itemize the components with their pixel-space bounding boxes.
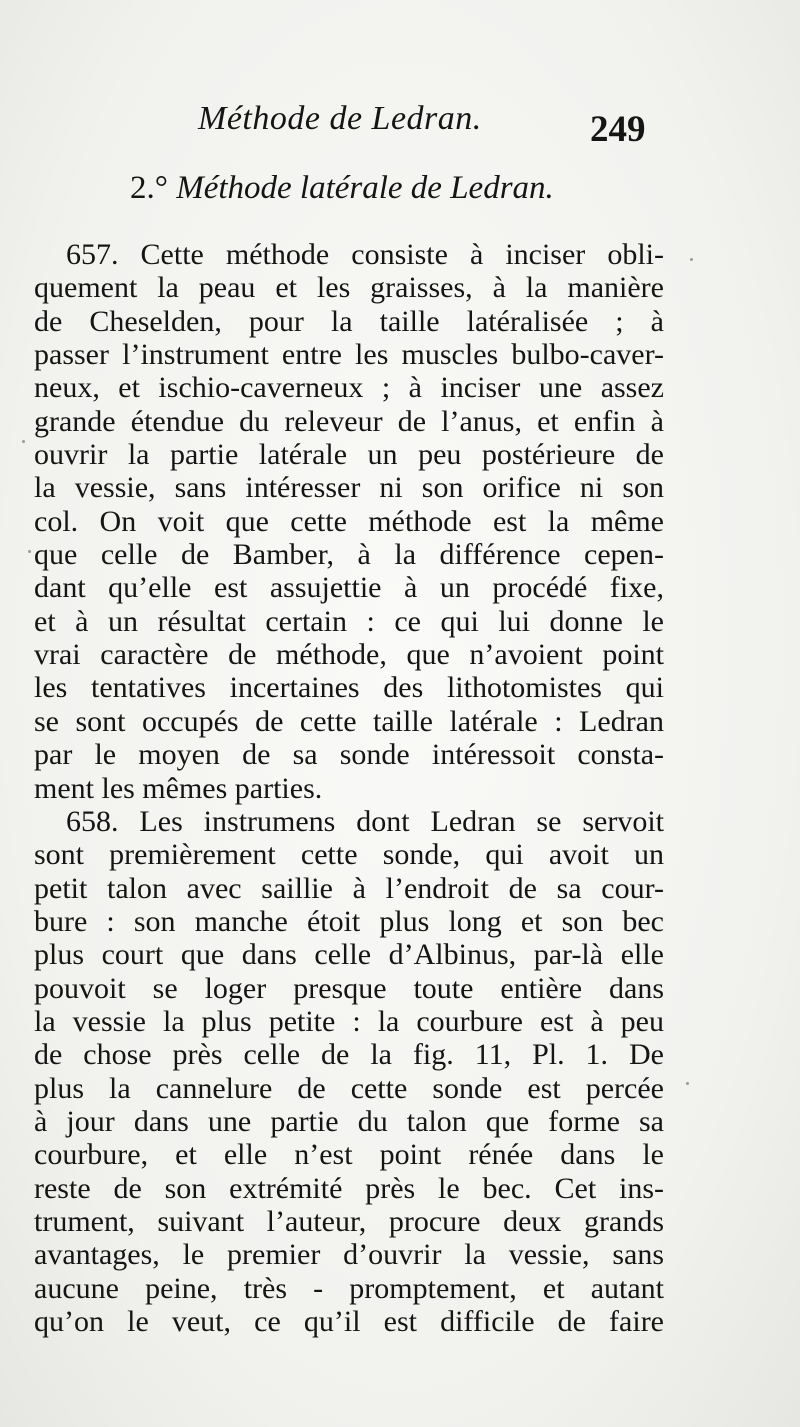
text-line: et à un résultat certain : ce qui lui donne le xyxy=(34,604,664,638)
text-line: que celle de Bamber, à la différence cepen- xyxy=(34,538,664,572)
text-line: par le moyen de sa sonde intéressoit consta- xyxy=(34,738,664,772)
text-line: ment les mêmes parties. xyxy=(34,771,323,805)
text-line: à jour dans une partie du talon que forme sa xyxy=(34,1104,664,1138)
text-line: dant qu’elle est assujettie à un procédé fixe, xyxy=(34,571,664,605)
running-head xyxy=(0,100,800,160)
text-line: de chose près celle de la fig. 11, Pl. 1. De xyxy=(34,1038,664,1072)
paper-speck xyxy=(28,550,31,553)
text-line: reste de son extrémité près le bec. Cet ins- xyxy=(34,1171,664,1205)
section-number: 2.° xyxy=(130,170,168,206)
text-line: pouvoit se loger presque toute entière dans xyxy=(34,971,664,1005)
text-line: se sont occupés de cette taille latérale : Ledran xyxy=(34,704,664,738)
running-title: Méthode de Ledran. xyxy=(198,100,482,137)
text-line: neux, et ischio-caverneux ; à inciser une assez xyxy=(34,371,664,405)
text-line: plus la cannelure de cette sonde est percée xyxy=(34,1071,664,1105)
text-line: bure : son manche étoit plus long et son bec xyxy=(34,904,664,938)
text-line: qu’on le veut, ce qu’il est difficile de faire xyxy=(34,1305,664,1338)
text-line: les tentatives incertaines des lithotomistes qui xyxy=(34,671,664,705)
text-line: passer l’instrument entre les muscles bulbo-caver- xyxy=(34,338,664,372)
text-line: vrai caractère de méthode, que n’avoient point xyxy=(34,638,664,672)
text-line: ouvrir la partie latérale un peu postérieure de xyxy=(34,438,664,472)
text-line: grande étendue du releveur de l’anus, et enfin à xyxy=(34,404,664,438)
paper-speck xyxy=(686,1082,689,1085)
page-number: 249 xyxy=(590,109,646,150)
text-line: de Cheselden, pour la taille latéralisée ; à xyxy=(34,304,664,338)
text-line: sont premièrement cette sonde, qui avoit un xyxy=(34,838,664,872)
text-line: petit talon avec saillie à l’endroit de sa cour- xyxy=(34,871,664,905)
body-text xyxy=(34,238,664,1338)
text-line: quement la peau et les graisses, à la manière xyxy=(34,271,664,305)
text-line: avantages, le premier d’ouvrir la vessie, sans xyxy=(34,1238,664,1272)
section-title: Méthode latérale de Ledran. xyxy=(176,170,554,206)
text-line: la vessie la plus petite : la courbure est à peu xyxy=(34,1004,664,1038)
text-line: la vessie, sans intéresser ni son orifice ni son xyxy=(34,471,664,505)
text-line: col. On voit que cette méthode est la même xyxy=(34,504,664,538)
text-line: 658. Les instrumens dont Ledran se servoit xyxy=(66,804,664,838)
text-line: 657. Cette méthode consiste à inciser obli- xyxy=(66,238,664,271)
paper-speck xyxy=(690,258,693,261)
section-heading xyxy=(130,170,554,207)
text-line: aucune peine, très - promptement, et autant xyxy=(34,1271,664,1305)
text-line: courbure, et elle n’est point rénée dans le xyxy=(34,1138,664,1172)
text-line: trument, suivant l’auteur, procure deux grands xyxy=(34,1204,664,1238)
paper-speck xyxy=(22,440,25,443)
text-line: plus court que dans celle d’Albinus, par-là elle xyxy=(34,938,664,972)
